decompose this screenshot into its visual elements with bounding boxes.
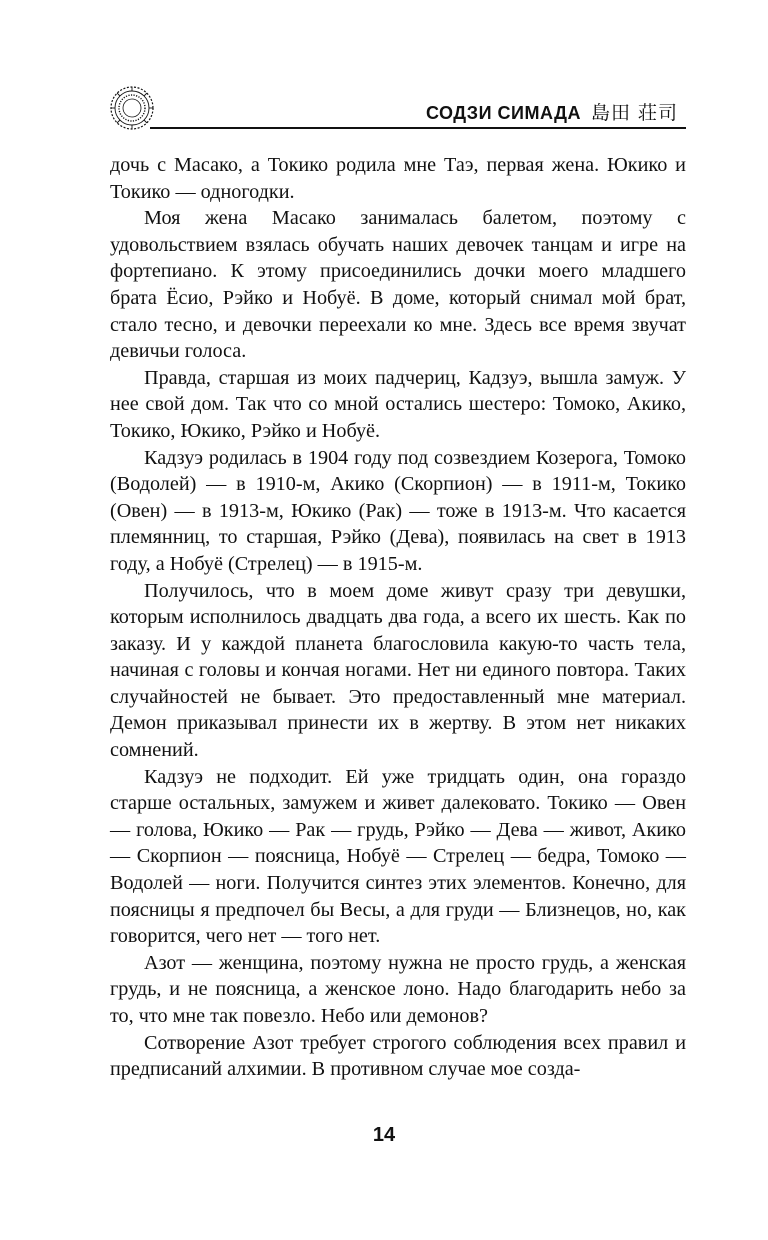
page-header: [108, 84, 686, 132]
author-name-cjk: 島田 荘司: [590, 102, 678, 124]
running-head: [426, 98, 678, 125]
paragraph: Правда, старшая из моих падчериц, Кадзуэ, вышла замуж. У нее свой дом. Так что со мной остались шестеро: Томоко, Акико, Токико, Юкико, Рэйко и Нобуё.: [110, 366, 686, 442]
paragraph: Моя жена Масако занималась балетом, поэтому с удовольствием взялась обучать наших девочек танцам и игре на фортепиано. К этому присоединились дочки моего младшего брата Ёсио, Рэйко и Нобуё. В доме, который снимал мой брат, стало тесно, и девочки переехали ко мне. Здесь все время звучат девичьи голоса.: [110, 207, 686, 363]
paragraph: Азот — женщина, поэтому нужна не просто грудь, а женская грудь, и не поясница, а женское лоно. Надо благодарить небо за то, что мне так повезло. Небо или демонов?: [110, 951, 686, 1027]
paragraph: Кадзуэ родилась в 1904 году под созвездием Козерога, Томоко (Водолей) — в 1910-м, Акико (Скорпион) — в 1911-м, Токико (Овен) — в 1913-м, Юкико (Рак) — тоже в 1913-м. Что касается племянниц, то старшая, Рэйко (Дева), появилась на свет в 1913 году, а Нобуё (Стрелец) — в 1915-м.: [110, 446, 686, 575]
paragraph: дочь с Масако, а Токико родила мне Таэ, первая жена. Юкико и Токико — одногодки.: [110, 154, 686, 203]
circular-ornament-icon: [108, 84, 156, 132]
page-number: 14: [372, 1124, 396, 1146]
paragraph: Сотворение Азот требует строгого соблюдения всех правил и предписаний алхимии. В противном случае мое созда-: [110, 1031, 686, 1081]
paragraph: Кадзуэ не подходит. Ей уже тридцать один, она гораздо старше остальных, замужем и живет далековато. Токико — Овен — голова, Юкико — Рак — грудь, Рэйко — Дева — живот, Акико — Скорпион — поясница, Нобуё — Стрелец — бедра, Томоко — Водолей — ноги. Получится синтез этих элементов. Конечно, для поясницы я предпочел бы Весы, а для груди — Близнецов, но, как говорится, чего нет — того нет.: [110, 765, 686, 948]
body-text: [110, 152, 686, 1083]
author-name: СОДЗИ СИМАДА: [425, 103, 581, 123]
header-rule: [150, 127, 686, 129]
paragraph: Получилось, что в моем доме живут сразу три девушки, которым исполнилось двадцать два года, а всего их шесть. Как по заказу. И у каждой планета благословила какую-то часть тела, начиная с головы и кончая ногами. Нет ни единого повтора. Таких случайностей не бывает. Это предоставленный мне материал. Демон приказывал принести их в жертву. В этом нет никаких сомнений.: [110, 579, 686, 762]
